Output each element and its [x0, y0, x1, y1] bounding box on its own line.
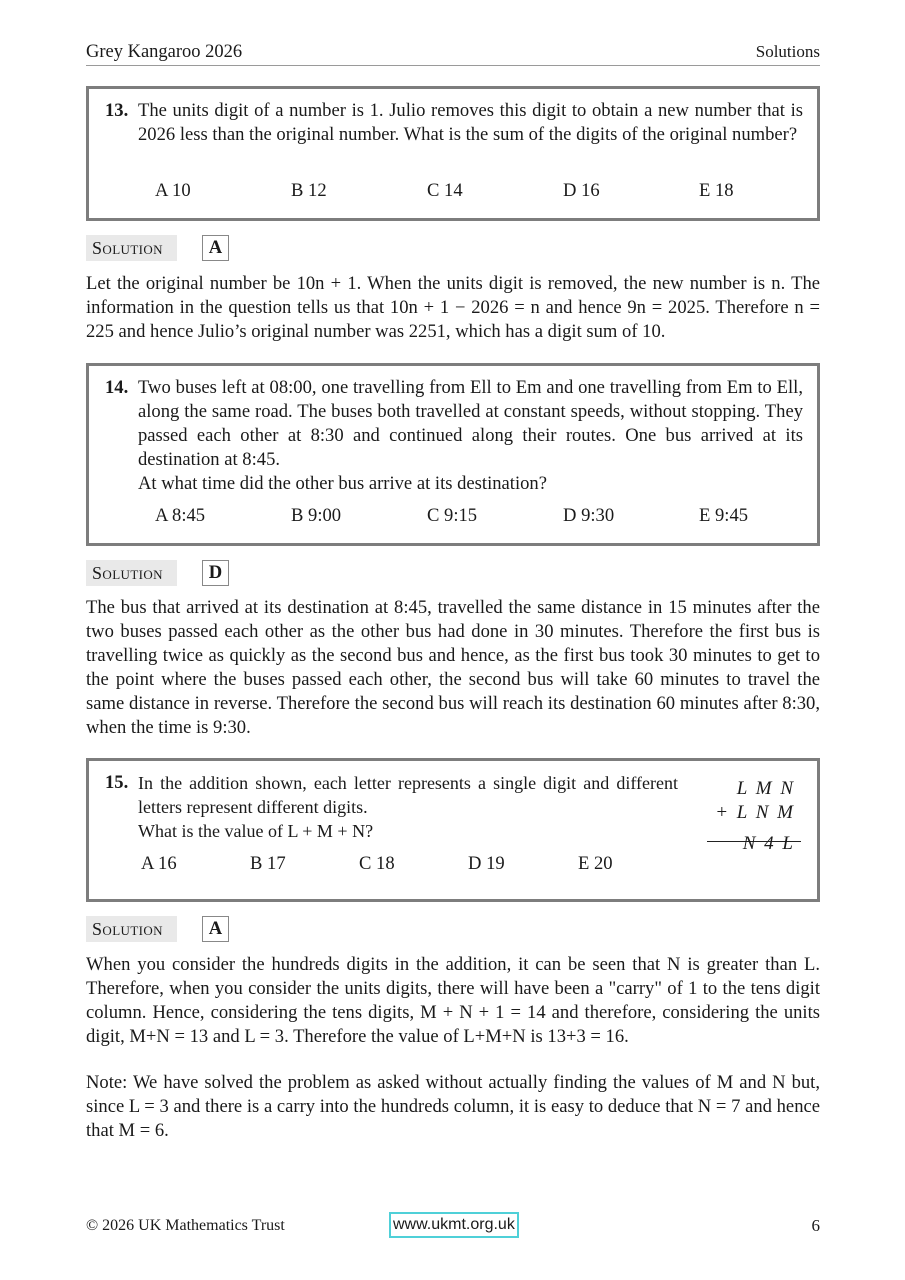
- question-prompt: What is the value of L + M + N?: [138, 821, 374, 841]
- option-d: D 9:30: [563, 505, 615, 526]
- option-e: E 18: [699, 180, 734, 201]
- question-number: 14.: [105, 377, 129, 398]
- option-d: D 16: [563, 180, 600, 201]
- question-number: 13.: [105, 100, 129, 121]
- option-e: E 9:45: [699, 505, 749, 526]
- option-a: A 16: [141, 853, 177, 874]
- question-13-box: [86, 86, 820, 221]
- solution-14-text: The bus that arrived at its destination at 8:45, travelled the same distance in 15 minutes after the two buses passed each other as the other bus had done in 30 minutes. Therefore the first bus is travelling twice as quickly as the second bus and hence, as the first bus took 30 minutes to get to the point where the buses passed each other, the second bus will take 60 minutes to travel the same distance in reverse. Therefore the second bus will reach its destination 60 minutes after 8:30, when the time is 9:30.: [86, 597, 820, 738]
- page-header: [86, 40, 820, 66]
- solution-15-text: When you consider the hundreds digits in the addition, it can be seen that N is greater than L. Therefore, when you consider the units digits, there will have been a "carry" of 1 to the tens digit column. Hence, considering the tens digits, M + N + 1 = 14 and therefore, considering the units digit, M+N = 13 and L = 3. Therefore the value of L+M+N is 13+3 = 16.: [86, 954, 820, 1047]
- page-footer: [86, 1212, 820, 1240]
- solution-13-text: Let the original number be 10n + 1. When the units digit is removed, the new number is n. The information in the question tells us that 10n + 1 − 2026 = n and hence 9n = 2025. Therefore n = 225 and hence Julio’s original number was 2251, which has a digit sum of 10.: [86, 273, 820, 342]
- solution-answer: D: [202, 560, 229, 586]
- solution-label: Solution: [86, 916, 177, 942]
- option-b: B 9:00: [291, 505, 342, 526]
- question-number: 15.: [105, 772, 129, 793]
- solution-label: Solution: [86, 235, 177, 261]
- option-d: D 19: [468, 853, 505, 874]
- option-a: A 10: [155, 180, 191, 201]
- option-e: E 20: [578, 853, 613, 874]
- option-a: A 8:45: [155, 505, 206, 526]
- addend-1: L M N: [736, 778, 795, 799]
- question-14-box: [86, 363, 820, 546]
- option-c: C 9:15: [427, 505, 478, 526]
- document-title: Grey Kangaroo 2026: [86, 42, 243, 62]
- question-text: Two buses left at 08:00, one travelling from Ell to Em and one travelling from Em to Ell, along the same road. The buses both travelled at constant speeds, without stopping. They passed each other at 8:30 and continued along their routes. One bus arrived at its destination at 8:45.: [138, 377, 803, 470]
- option-c: C 14: [427, 180, 463, 201]
- solution-answer: A: [202, 916, 229, 942]
- question-text: In the addition shown, each letter represents a single digit and different letters represent different digits.: [138, 773, 678, 817]
- solution-15-note: Note: We have solved the problem as asked without actually finding the values of M and N but, since L = 3 and there is a carry into the hundreds column, it is easy to deduce that N = 7 and hence that M = 6.: [86, 1072, 820, 1141]
- question-text: The units digit of a number is 1. Julio removes this digit to obtain a new number that is 2026 less than the original number. What is the sum of the digits of the original number?: [138, 100, 803, 145]
- question-prompt: At what time did the other bus arrive at its destination?: [138, 473, 547, 494]
- section-title: Solutions: [755, 42, 820, 61]
- addend-2: + L N M: [715, 802, 795, 823]
- option-c: C 18: [359, 853, 395, 874]
- option-b: B 17: [250, 853, 286, 874]
- page-number: 6: [811, 1216, 820, 1235]
- sum-result: N 4 L: [742, 833, 795, 854]
- website-link[interactable]: www.ukmt.org.uk: [389, 1212, 519, 1238]
- option-b: B 12: [291, 180, 327, 201]
- question-15-box: [86, 758, 820, 902]
- solution-label: Solution: [86, 560, 177, 586]
- solution-answer: A: [202, 235, 229, 261]
- copyright: © 2026 UK Mathematics Trust: [86, 1217, 285, 1234]
